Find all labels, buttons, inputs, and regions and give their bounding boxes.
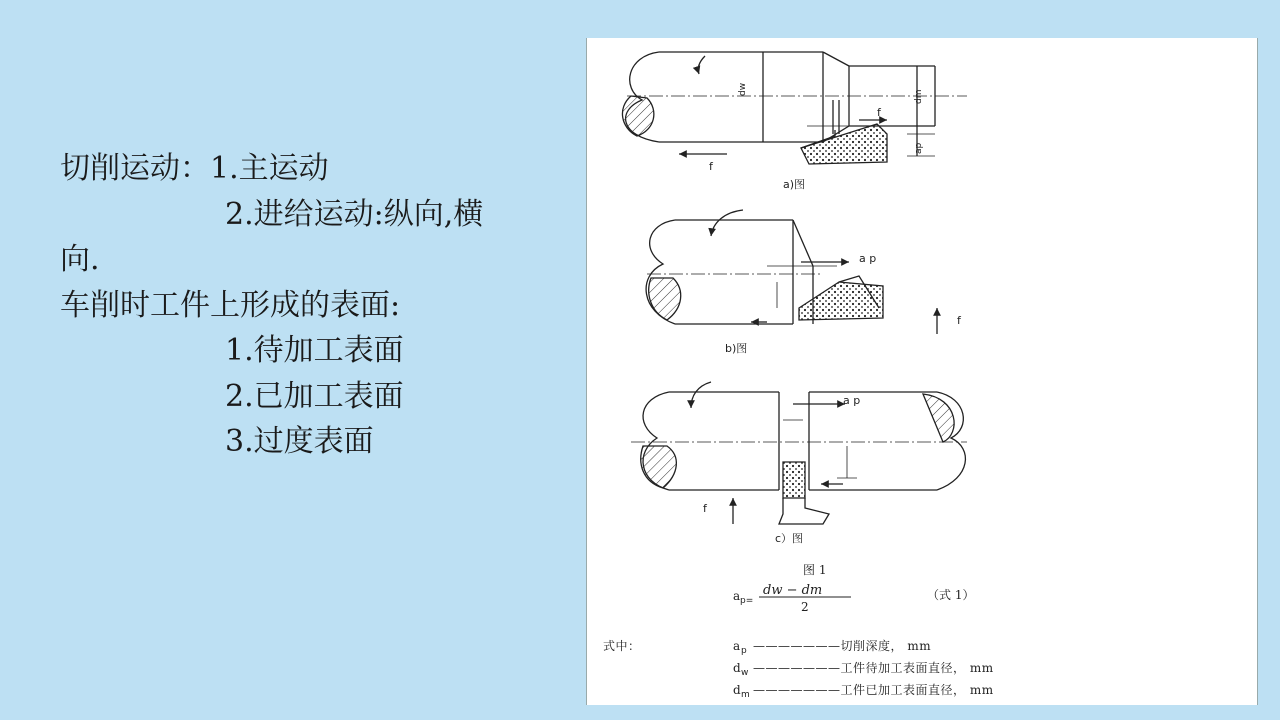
caption-b: b)图 — [725, 342, 748, 355]
text-line-3: 向. — [60, 242, 100, 277]
text-line-7: 3.过度表面 — [225, 424, 374, 459]
formula-denominator: 2 — [801, 600, 809, 614]
text-line-4: 车削时工件上形成的表面: — [60, 287, 401, 323]
text-line-5: 1.待加工表面 — [225, 333, 404, 368]
legend-row2-sub: w — [741, 668, 749, 678]
label-dw: dw — [738, 82, 748, 96]
sub-figure-c — [631, 382, 967, 524]
legend-row2-sym: d — [733, 661, 742, 675]
turning-diagram — [587, 38, 1257, 705]
formula-tag: （式 1） — [927, 588, 975, 602]
formula-legend — [603, 638, 994, 700]
legend-row1-sym: a — [733, 639, 741, 653]
legend-row3-text: ———————工件已加工表面直径， mm — [753, 683, 994, 697]
legend-lead: 式中： — [603, 639, 641, 653]
label-f-c: f — [703, 502, 707, 515]
formula — [733, 583, 974, 614]
label-ap-c: a p — [843, 394, 861, 407]
legend-row2-text: ———————工件待加工表面直径， mm — [753, 661, 994, 675]
formula-lhs-sub: p= — [740, 596, 754, 606]
text-line-2: 2.进给运动:纵向,横 — [225, 196, 484, 232]
text-line-1: 切削运动：1.主运动 — [60, 151, 329, 186]
legend-row3-sub: m — [741, 690, 750, 700]
legend-row1-sub: p — [741, 646, 747, 656]
formula-lhs: a — [733, 589, 741, 603]
legend-row3-sym: d — [733, 683, 742, 697]
label-ap-a: ap — [914, 142, 924, 154]
label-dm: dm — [914, 89, 924, 104]
legend-row1-text: ———————切削深度， mm — [753, 639, 932, 653]
caption-a: a)图 — [783, 178, 806, 191]
explanation-text — [60, 146, 540, 465]
label-f-a-right: f — [877, 106, 881, 119]
formula-numerator: dw − dm — [763, 583, 823, 598]
caption-c: c）图 — [775, 532, 804, 545]
turning-diagram-panel — [586, 38, 1258, 705]
label-ap-b: a p — [859, 252, 877, 265]
text-line-6: 2.已加工表面 — [225, 378, 404, 414]
label-f-a-bottom: f — [709, 160, 713, 173]
label-f-b: f — [957, 314, 961, 327]
figure-caption: 图 1 — [803, 563, 827, 577]
sub-figure-b — [646, 210, 937, 334]
